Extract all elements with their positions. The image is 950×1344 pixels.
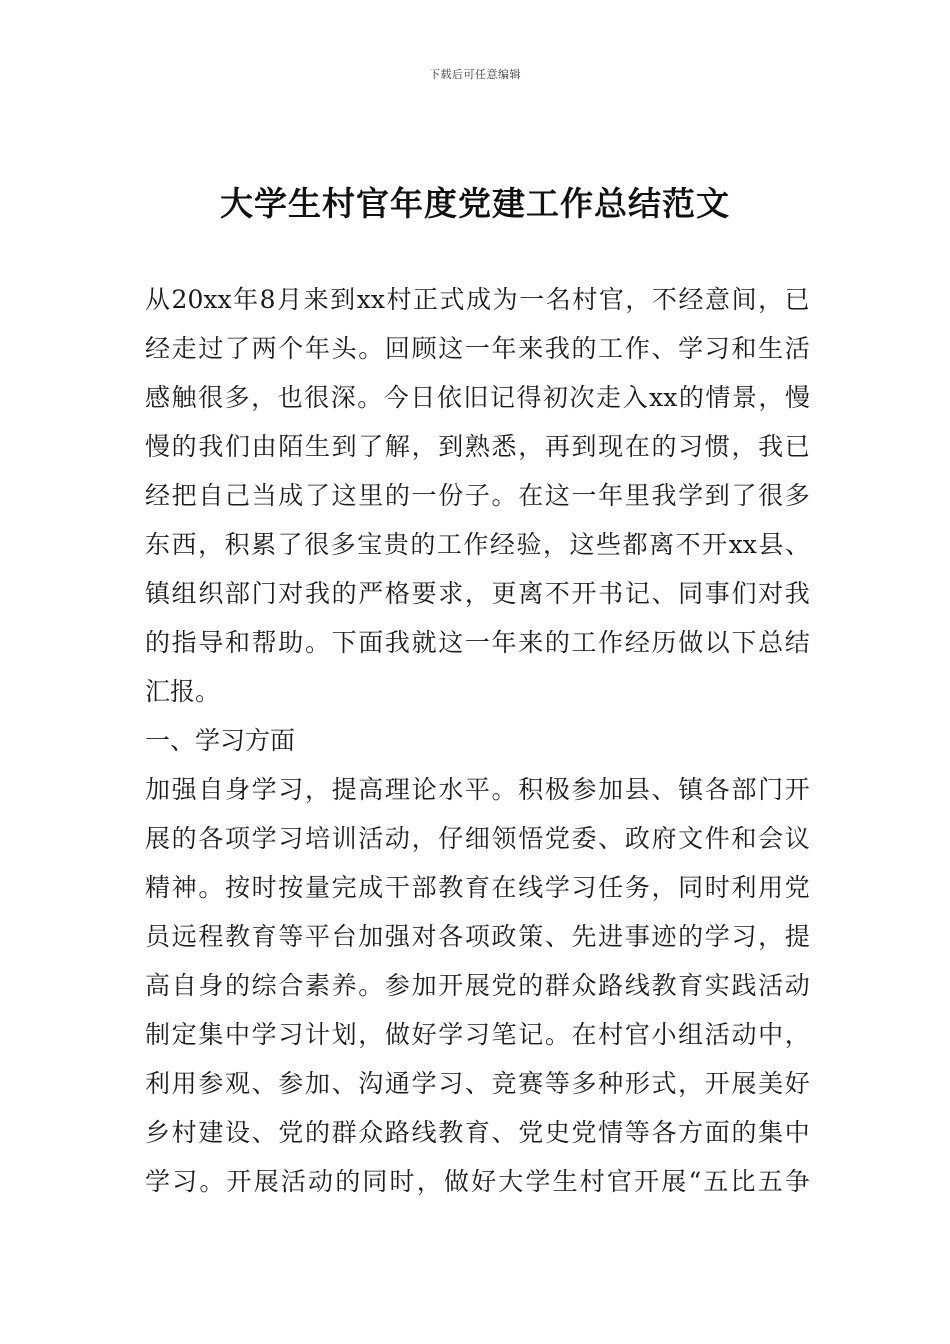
body-line: 经 把 自 己 当 成 了 这 里 的 一 份 子 。 在 这 一 年 里 我 学 到 了 很 多	[145, 481, 810, 510]
body-line: 制 定 集 中 学 习 计 划 ， 做 好 学 习 笔 记 。 在 村 官 小 组 活 动 中 ，	[145, 1020, 810, 1049]
body-line: 汇报。	[145, 677, 221, 706]
body-line: 感 触 很 多 ， 也 很 深 。 今 日 依 旧 记 得 初 次 走 入 xx 的 情 景 ， 慢	[145, 383, 810, 412]
body-line: 镇 组 织 部 门 对 我 的 严 格 要 求 ， 更 离 不 开 书 记 、 同 事 们 对 我	[145, 579, 810, 608]
body-line: 学 习 。 开 展 活 动 的 同 时 ， 做 好 大 学 生 村 官 开 展 “ 五 比 五 争	[145, 1167, 810, 1196]
document-body	[145, 275, 810, 1206]
body-line: 乡 村 建 设 、 党 的 群 众 路 线 教 育 、 党 史 党 情 等 各 方 面 的 集 中	[145, 1118, 810, 1147]
document-title: 大学生村官年度党建工作总结范文	[220, 184, 730, 223]
body-line: 经 走 过 了 两 个 年 头 。 回 顾 这 一 年 来 我 的 工 作 、 学 习 和 生 活	[145, 334, 810, 363]
body-line: 东 西 ， 积 累 了 很 多 宝 贵 的 工 作 经 验 ， 这 些 都 离 不 开 xx 县 、	[145, 530, 810, 559]
body-line: 加 强 自 身 学 习 ， 提 高 理 论 水 平 。 积 极 参 加 县 、 镇 各 部 门 开	[145, 775, 810, 804]
body-line: 展 的 各 项 学 习 培 训 活 动 ， 仔 细 领 悟 党 委 、 政 府 文 件 和 会 议	[145, 824, 810, 853]
body-line: 精 神 。 按 时 按 量 完 成 干 部 教 育 在 线 学 习 任 务 ， 同 时 利 用 党	[145, 873, 810, 902]
body-line: 的 指 导 和 帮 助 。 下 面 我 就 这 一 年 来 的 工 作 经 历 做 以 下 总 结	[145, 628, 810, 657]
header-note: 下载后可任意编辑	[429, 68, 521, 81]
body-line: 慢 的 我 们 由 陌 生 到 了 解 ， 到 熟 悉 ， 再 到 现 在 的 习 惯 ， 我 已	[145, 432, 810, 461]
section-heading: 一、学习方面	[145, 726, 296, 755]
body-line: 从 20xx 年 8 月 来 到 xx 村 正 式 成 为 一 名 村 官 ， 不 经 意 间 ， 已	[145, 285, 810, 314]
body-line: 高 自 身 的 综 合 素 养 。 参 加 开 展 党 的 群 众 路 线 教 育 实 践 活 动	[145, 971, 810, 1000]
body-line: 利 用 参 观 、 参 加 、 沟 通 学 习 、 竞 赛 等 多 种 形 式 ， 开 展 美 好	[145, 1069, 810, 1098]
body-line: 员 远 程 教 育 等 平 台 加 强 对 各 项 政 策 、 先 进 事 迹 的 学 习 ， 提	[145, 922, 810, 951]
